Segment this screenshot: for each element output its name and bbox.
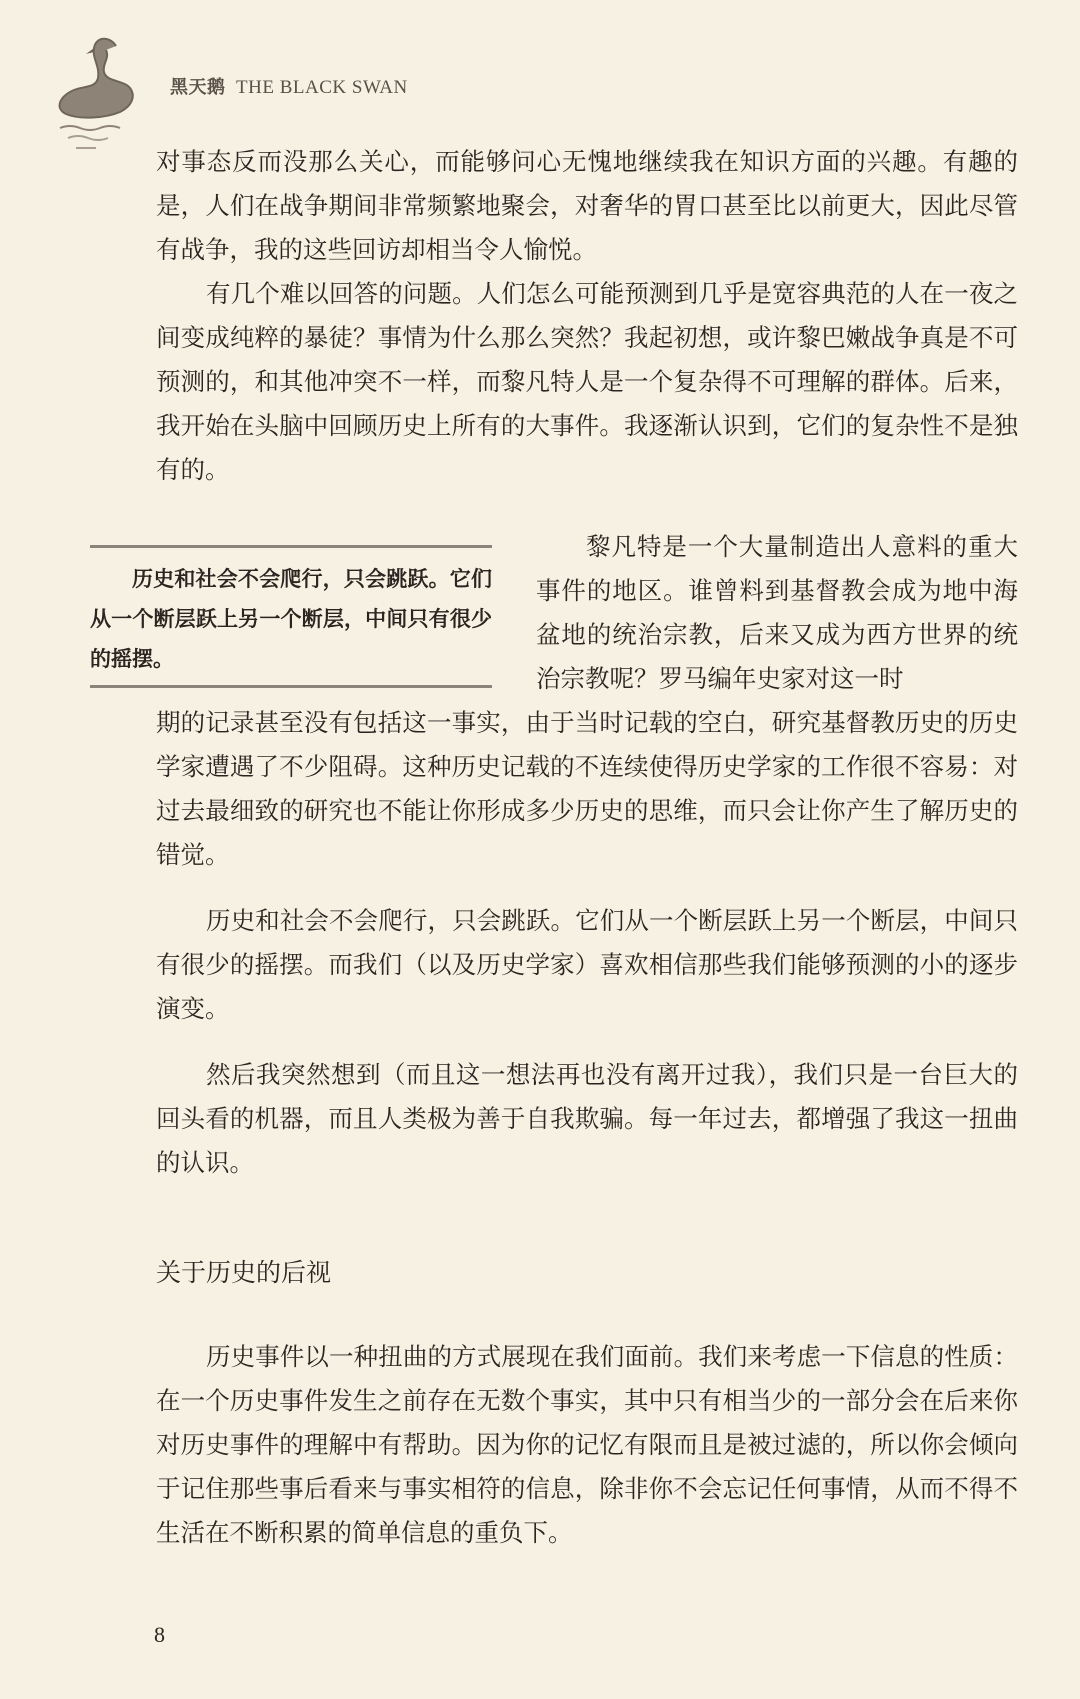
paragraph-3-end: 期的记录甚至没有包括这一事实，由于当时记载的空白，研究基督教历史的历史学家遭遇了不少阻碍。这种历史记载的不连续使得历史学家的工作很不容易：对过去最细致的研究也不能让你形成多少历史的思维，而只会让你产生了解历史的错觉。: [156, 708, 1018, 869]
paragraph-6: 历史事件以一种扭曲的方式展现在我们面前。我们来考虑一下信息的性质：在一个历史事件发生之前存在无数个事实，其中只有相当少的一部分会在后来你对历史事件的理解中有帮助。因为你的记忆有限而且是被过滤的，所以你会倾向于记住那些事后看来与事实相符的信息，除非你不会忘记任何事情，从而不得不生活在不断积累的简单信息的重负下。: [156, 1342, 1018, 1547]
black-swan-logo-icon: [40, 28, 170, 158]
section-heading: 关于历史的后视: [156, 1258, 332, 1287]
pull-quote-bottom-rule: [90, 685, 492, 688]
paragraph-5: 然后我突然想到（而且这一想法再也没有离开过我），我们只是一台巨大的回头看的机器，而且人类极为善于自我欺骗。每一年过去，都增强了我这一扭曲的认识。: [156, 1060, 1018, 1177]
paragraph-3-start: 黎凡特是一个大量制造出人意料的重大事件的地区。谁曾料到基督教会成为地中海盆地的统治宗教，后来又成为西方世界的统治宗教呢？罗马编年史家对这一时: [536, 532, 1018, 693]
pull-quote-top-rule: [90, 545, 492, 548]
header-title-cn: 黑天鹅: [170, 77, 226, 98]
paragraph-2: 有几个难以回答的问题。人们怎么可能预测到几乎是宽容典范的人在一夜之间变成纯粹的暴徒？事情为什么那么突然？我起初想，或许黎巴嫩战争真是不可预测的，和其他冲突不一样，而黎凡特人是一个复杂得不可理解的群体。后来，我开始在头脑中回顾历史上所有的大事件。我逐渐认识到，它们的复杂性不是独有的。: [156, 279, 1018, 484]
header-title-en: THE BLACK SWAN: [236, 77, 408, 98]
pull-quote-text: 历史和社会不会爬行，只会跳跃。它们从一个断层跃上另一个断层，中间只有很少的摇摆。: [90, 567, 492, 671]
header-title: [170, 73, 408, 99]
paragraph-1: 对事态反而没那么关心，而能够问心无愧地继续我在知识方面的兴趣。有趣的是，人们在战争期间非常频繁地聚会，对奢华的胃口甚至比以前更大，因此尽管有战争，我的这些回访却相当令人愉悦。: [156, 147, 1018, 264]
running-header: [40, 28, 540, 158]
pull-quote: [90, 545, 492, 689]
page-number: 8: [154, 1622, 165, 1647]
paragraph-4: 历史和社会不会爬行，只会跳跃。它们从一个断层跃上另一个断层，中间只有很少的摇摆。而我们（以及历史学家）喜欢相信那些我们能够预测的小的逐步演变。: [156, 906, 1018, 1023]
